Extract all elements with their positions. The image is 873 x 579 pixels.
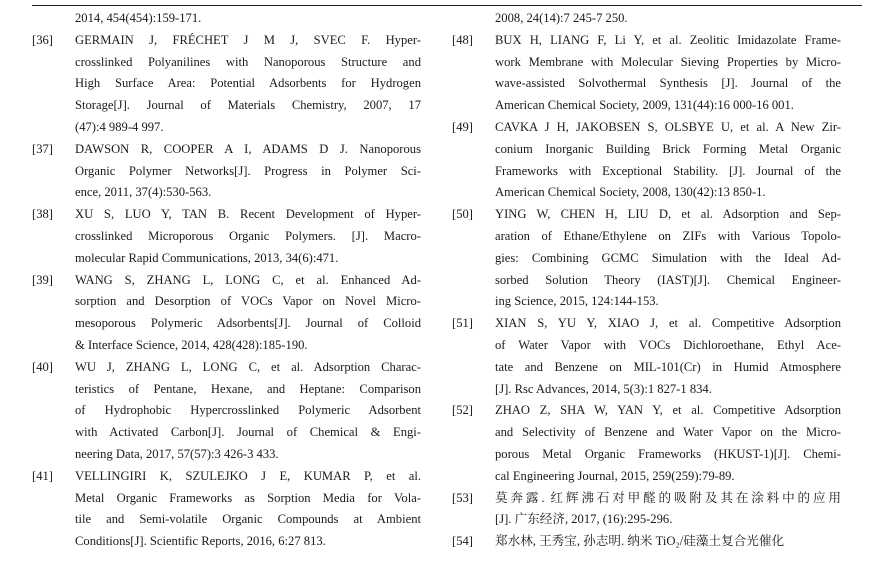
reference-indent (32, 400, 75, 422)
reference-line (32, 139, 421, 161)
reference-number: [48] (452, 32, 473, 47)
reference-number: [39] (32, 272, 53, 287)
reference-text: American Chemical Society, 2008, 130(42):13 850-1. (495, 185, 766, 200)
right-lead-continuation: 2008, 24(14):7 245-7 250. (495, 11, 628, 25)
reference-line (32, 444, 421, 466)
reference-line (452, 248, 841, 270)
reference-line (32, 73, 421, 95)
reference-text: 郑水林, 王秀宝, 孙志明. 纳米 TiO₂/硅藻土复合光催化 (495, 534, 785, 549)
reference-indent (452, 248, 495, 270)
reference-line (452, 466, 841, 488)
reference-line (452, 531, 841, 553)
reference-indent (32, 117, 75, 139)
reference-indent (32, 182, 75, 204)
reference-text: (47):4 989-4 997. (75, 119, 164, 134)
reference-line (32, 117, 421, 139)
reference-line (452, 95, 841, 117)
reference-line (452, 139, 841, 161)
reference-text: CAVKA J H, JAKOBSEN S, OLSBYE U, et al. A New Zir- (495, 119, 841, 134)
reference-line (32, 161, 421, 183)
reference-entry (452, 30, 841, 117)
reference-line (452, 335, 841, 357)
reference-indent (32, 509, 75, 531)
reference-line (32, 466, 421, 488)
reference-text: cal Engineering Journal, 2015, 259(259):79-89. (495, 468, 735, 483)
reference-text: tile and Semi-volatile Organic Compounds at Ambient (75, 512, 421, 527)
reference-line (452, 444, 841, 466)
reference-entry (452, 117, 841, 204)
reference-line (32, 291, 421, 313)
reference-line (452, 291, 841, 313)
left-reference-list (32, 30, 421, 553)
reference-line (32, 52, 421, 74)
reference-indent (452, 226, 495, 248)
reference-number: [50] (452, 207, 473, 222)
reference-text: of Hydrophobic Hypercrosslinked Polymeric Adsorbent (75, 403, 421, 418)
reference-indent (452, 291, 495, 313)
reference-text: VELLINGIRI K, SZULEJKO J E, KUMAR P, et al. (75, 468, 421, 483)
reference-line (32, 379, 421, 401)
reference-indent (32, 488, 75, 510)
reference-line (452, 270, 841, 292)
reference-text: work Membrane with Molecular Sieving Properties by Micro- (495, 54, 841, 69)
reference-text: WU J, ZHANG L, LONG C, et al. Adsorption Charac- (75, 359, 421, 374)
reference-number: [36] (32, 32, 53, 47)
reference-text: 莫奔露. 红辉沸石对甲醛的吸附及其在涂料中的应用 (495, 490, 841, 505)
reference-text: American Chemical Society, 2009, 131(44):16 000-16 001. (495, 98, 794, 113)
reference-line (32, 248, 421, 270)
reference-text: & Interface Science, 2014, 428(428):185-190. (75, 337, 308, 352)
reference-line (452, 73, 841, 95)
reference-text: High Surface Area: Potential Adsorbents for Hydrogen (75, 76, 421, 91)
reference-line (452, 357, 841, 379)
reference-text: BUX H, LIANG F, Li Y, et al. Zeolitic Imidazolate Frame- (495, 32, 841, 47)
reference-line (32, 422, 421, 444)
reference-indent (32, 226, 75, 248)
reference-text: aration of Ethane/Ethylene on ZIFs with Various Topolo- (495, 228, 841, 243)
top-rule (32, 5, 862, 6)
reference-indent (32, 95, 75, 117)
reference-line (32, 95, 421, 117)
reference-indent (452, 95, 495, 117)
reference-entry (32, 270, 421, 357)
reference-line (452, 182, 841, 204)
reference-text: teristics of Pentane, Hexane, and Heptane: Comparison (75, 381, 421, 396)
reference-indent (452, 509, 495, 531)
reference-indent (452, 182, 495, 204)
reference-line (452, 313, 841, 335)
reference-indent (32, 313, 75, 335)
reference-number: [49] (452, 119, 473, 134)
reference-indent (452, 139, 495, 161)
reference-entry (32, 139, 421, 204)
reference-line (452, 117, 841, 139)
reference-text: XU S, LUO Y, TAN B. Recent Development of Hyper- (75, 207, 421, 222)
reference-entry (452, 204, 841, 313)
reference-text: Storage[J]. Journal of Materials Chemistry, 2007, 17 (75, 98, 421, 113)
reference-line (32, 226, 421, 248)
reference-line (452, 379, 841, 401)
reference-line (32, 313, 421, 335)
reference-text: WANG S, ZHANG L, LONG C, et al. Enhanced Ad- (75, 272, 421, 287)
reference-line (32, 30, 421, 52)
reference-entry (32, 30, 421, 139)
reference-number: [37] (32, 141, 53, 156)
reference-number: [51] (452, 316, 473, 331)
reference-text: Metal Organic Frameworks as Sorption Media for Vola- (75, 490, 421, 505)
reference-text: [J]. Rsc Advances, 2014, 5(3):1 827-1 834. (495, 381, 712, 396)
reference-indent (32, 335, 75, 357)
right-reference-list (452, 30, 841, 553)
reference-text: sorption and Desorption of VOCs Vapor on Novel Micro- (75, 294, 421, 309)
reference-line (32, 531, 421, 553)
reference-text: [J]. 广东经济, 2017, (16):295-296. (495, 512, 673, 527)
reference-line (32, 400, 421, 422)
reference-text: crosslinked Microporous Organic Polymers. [J]. Macro- (75, 228, 421, 243)
reference-line (32, 509, 421, 531)
reference-text: mesoporous Polymeric Adsorbents[J]. Journal of Colloid (75, 316, 421, 331)
reference-text: YING W, CHEN H, LIU D, et al. Adsorption and Sep- (495, 207, 841, 222)
reference-line (32, 488, 421, 510)
reference-line (452, 400, 841, 422)
reference-text: molecular Rapid Communications, 2013, 34(6):471. (75, 250, 339, 265)
reference-indent (452, 270, 495, 292)
reference-line (452, 204, 841, 226)
reference-text: conium Inorganic Building Brick Forming Metal Organic (495, 141, 841, 156)
left-lead-continuation: 2014, 454(454):159-171. (75, 11, 202, 25)
reference-indent (452, 422, 495, 444)
reference-indent (32, 291, 75, 313)
reference-line (452, 226, 841, 248)
reference-text: ing Science, 2015, 124:144-153. (495, 294, 659, 309)
reference-text: tate and Benzene on MIL-101(Cr) in Humid Atmosphere (495, 359, 841, 374)
reference-entry (452, 531, 841, 553)
reference-text: neering Data, 2017, 57(57):3 426-3 433. (75, 446, 279, 461)
reference-text: sorbed Solution Theory (IAST)[J]. Chemical Engineer- (495, 272, 841, 287)
reference-indent (452, 52, 495, 74)
reference-line (452, 52, 841, 74)
reference-text: GERMAIN J, FRÉCHET J M J, SVEC F. Hyper- (75, 32, 421, 47)
reference-entry (452, 400, 841, 487)
reference-entry (32, 204, 421, 269)
reference-line (452, 422, 841, 444)
reference-line (452, 488, 841, 510)
reference-line (32, 204, 421, 226)
reference-line (32, 357, 421, 379)
reference-text: ence, 2011, 37(4):530-563. (75, 185, 212, 200)
reference-text: porous Metal Organic Frameworks (HKUST-1)[J]. Chemi- (495, 446, 841, 461)
reference-entry (452, 313, 841, 400)
left-column (32, 8, 421, 553)
reference-text: Organic Polymer Networks[J]. Progress in Polymer Sci- (75, 163, 421, 178)
reference-indent (32, 422, 75, 444)
reference-text: with Activated Carbon[J]. Journal of Chemical & Engi- (75, 425, 421, 440)
reference-line (452, 30, 841, 52)
reference-indent (32, 248, 75, 270)
reference-number: [38] (32, 207, 53, 222)
reference-line (452, 161, 841, 183)
reference-text: DAWSON R, COOPER A I, ADAMS D J. Nanoporous (75, 141, 421, 156)
right-column (452, 8, 841, 553)
reference-number: [53] (452, 490, 473, 505)
reference-text: XIAN S, YU Y, XIAO J, et al. Competitive Adsorption (495, 316, 841, 331)
reference-text: crosslinked Polyanilines with Nanoporous Structure and (75, 54, 421, 69)
reference-text: wave-assisted Solvothermal Synthesis [J]. Journal of the (495, 76, 841, 91)
reference-number: [40] (32, 359, 53, 374)
reference-entry (32, 357, 421, 466)
reference-text: ZHAO Z, SHA W, YAN Y, et al. Competitive Adsorption (495, 403, 841, 418)
reference-indent (452, 357, 495, 379)
reference-indent (452, 466, 495, 488)
reference-indent (32, 52, 75, 74)
reference-line (452, 509, 841, 531)
reference-line (32, 270, 421, 292)
reference-indent (452, 444, 495, 466)
reference-line (32, 182, 421, 204)
reference-text: Frameworks with Exceptional Stability. [J]. Journal of the (495, 163, 841, 178)
reference-entry (452, 488, 841, 532)
reference-text: of Water Vapor with VOCs Dichloroethane, Ethyl Ace- (495, 337, 841, 352)
reference-indent (452, 335, 495, 357)
reference-indent (452, 379, 495, 401)
reference-indent (32, 379, 75, 401)
reference-text: Conditions[J]. Scientific Reports, 2016, 6:27 813. (75, 534, 326, 549)
reference-number: [41] (32, 468, 53, 483)
reference-number: [54] (452, 534, 473, 549)
reference-indent (32, 161, 75, 183)
reference-indent (452, 161, 495, 183)
reference-text: and Selectivity of Benzene and Water Vapor on the Micro- (495, 425, 841, 440)
reference-indent (452, 73, 495, 95)
reference-line (32, 335, 421, 357)
reference-indent (32, 73, 75, 95)
reference-text: gies: Combining GCMC Simulation with the Ideal Ad- (495, 250, 841, 265)
reference-indent (32, 531, 75, 553)
reference-entry (32, 466, 421, 553)
reference-indent (32, 444, 75, 466)
reference-number: [52] (452, 403, 473, 418)
